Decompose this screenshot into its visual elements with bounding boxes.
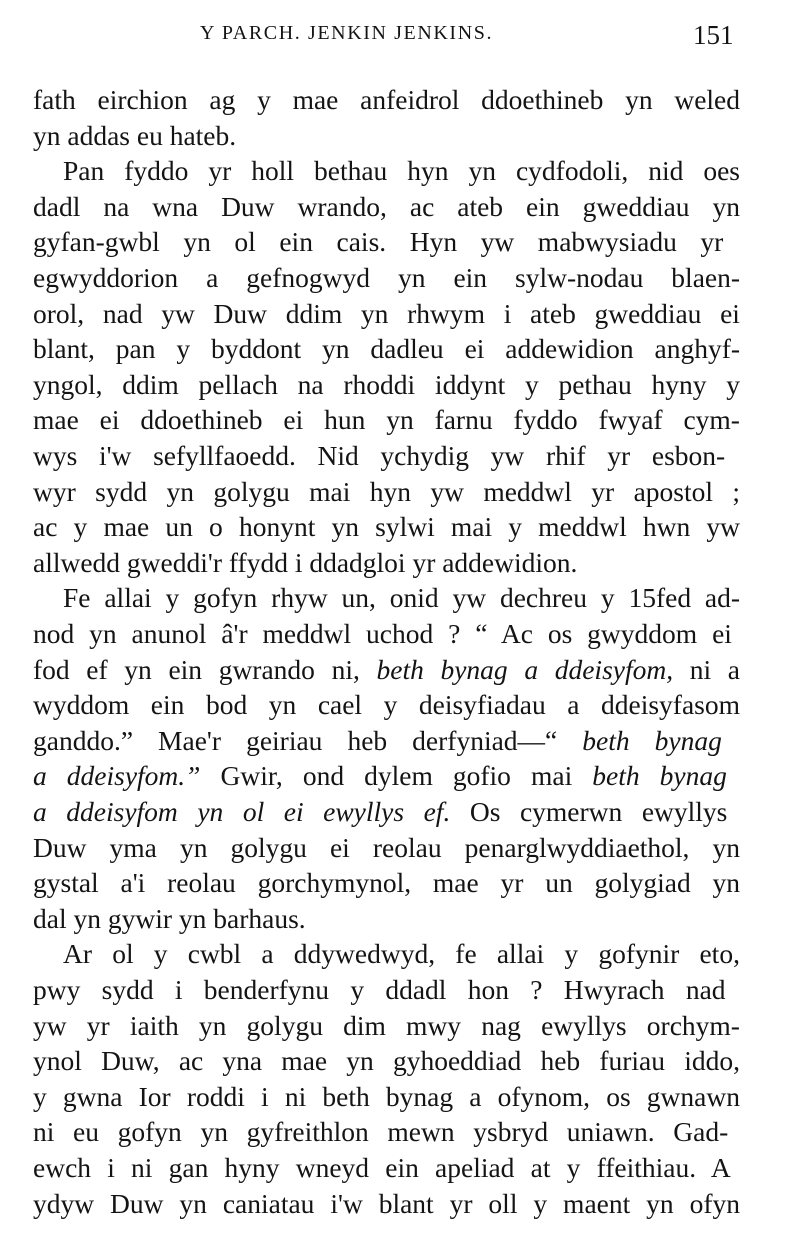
text-segment: wyr sydd yn golygu mai hyn yw meddwl yr apostol ;: [33, 476, 741, 507]
text-line: [33, 296, 740, 332]
text-segment: yngol, ddim pellach na rhoddi iddynt y pethau hyny y: [33, 369, 740, 400]
text-segment: ni eu gofyn yn gyfreithlon mewn ysbryd uniawn. Gad-: [33, 1116, 729, 1147]
text-segment: gyfan-gwbl yn ol ein cais. Hyn yw mabwysiadu yr: [33, 226, 724, 257]
text-line: [33, 972, 726, 1008]
text-line: [33, 474, 740, 510]
text-segment: ni a: [673, 654, 740, 685]
text-line: [33, 616, 732, 652]
italic-text: a ddeisyfom.”: [33, 760, 201, 791]
text-segment: ynol Duw, ac yna mae yn gyhoeddiad heb furiau iddo,: [33, 1045, 740, 1076]
text-segment: fath eirchion ag y mae anfeidrol ddoethineb yn weled: [33, 84, 741, 115]
text-segment: dal yn gywir yn barhaus.: [33, 903, 306, 934]
text-segment: Pan fyddo yr holl bethau hyn yn cydfodoli, nid oes: [63, 155, 740, 186]
text-line: [33, 82, 740, 118]
text-segment: allwedd gweddi'r ffydd i ddadgloi yr addewidion.: [33, 547, 578, 578]
text-line: [33, 1186, 740, 1222]
text-line: [33, 509, 740, 545]
text-line: [33, 1043, 740, 1079]
text-segment: Gwir, ond dylem gofio mai: [200, 760, 593, 791]
text-line: [33, 758, 727, 794]
text-segment: wyddom ein bod yn cael y deisyfiadau a ddeisyfasom: [33, 689, 741, 720]
text-line: [33, 224, 723, 260]
text-line: [33, 901, 306, 937]
text-line: [33, 118, 236, 154]
text-line: [33, 438, 725, 474]
text-line: [33, 830, 740, 866]
text-segment: Os cymerwn ewyllys: [450, 796, 728, 827]
italic-text: beth bynag: [592, 760, 727, 791]
text-segment: ganddo.” Mae'r geiriau heb derfyniad—“: [33, 725, 583, 756]
text-segment: Fe allai y gofyn rhyw un, onid yw dechreu y 15fed ad-: [63, 582, 741, 613]
text-line: [33, 1114, 728, 1150]
text-line: [33, 402, 740, 438]
text-segment: Ar ol y cwbl a ddywedwyd, fe allai y gofynir eto,: [63, 938, 740, 969]
text-segment: ewch i ni gan hyny wneyd ein apeliad at y ffeithiau. A: [33, 1152, 731, 1183]
running-head: Y PARCH. JENKIN JENKINS.: [200, 22, 494, 44]
text-segment: blant, pan y byddont yn dadleu ei addewidion anghyf-: [33, 333, 741, 364]
text-line: [33, 260, 740, 296]
text-line: [33, 367, 740, 403]
text-segment: egwyddorion a gefnogwyd yn ein sylw-nodau blaen-: [33, 262, 741, 293]
text-line: [33, 794, 727, 830]
text-segment: fod ef yn ein gwrando ni,: [33, 654, 377, 685]
text-line: [63, 153, 740, 189]
text-line: [33, 331, 740, 367]
text-line: [33, 189, 740, 225]
text-line: [33, 687, 740, 723]
text-line: [33, 1150, 731, 1186]
text-segment: ac y mae un o honynt yn sylwi mai y meddwl hwn yw: [33, 511, 740, 542]
text-line: [33, 652, 740, 688]
text-segment: Duw yma yn golygu ei reolau penarglwyddiaethol, yn: [33, 832, 740, 863]
text-line: [33, 1079, 740, 1115]
text-segment: dadl na wna Duw wrando, ac ateb ein gweddiau yn: [33, 191, 741, 222]
text-line: [33, 865, 740, 901]
italic-text: beth bynag: [582, 725, 722, 756]
text-segment: yw yr iaith yn golygu dim mwy nag ewyllys orchym-: [33, 1010, 740, 1041]
italic-text: beth bynag a ddeisyfom,: [376, 654, 674, 685]
text-segment: ydyw Duw yn caniatau i'w blant yr oll y maent yn ofyn: [33, 1188, 740, 1219]
page-number: 151: [693, 20, 734, 50]
text-segment: y gwna Ior roddi i ni beth bynag a ofynom, os gwnawn: [33, 1081, 740, 1112]
text-line: [63, 936, 740, 972]
text-segment: gystal a'i reolau gorchymynol, mae yr un golygiad yn: [33, 867, 741, 898]
text-line: [63, 580, 740, 616]
text-line: [33, 723, 722, 759]
text-line: [33, 1008, 740, 1044]
text-segment: orol, nad yw Duw ddim yn rhwym i ateb gweddiau ei: [33, 298, 740, 329]
text-segment: pwy sydd i benderfynu y ddadl hon ? Hwyrach nad: [33, 974, 726, 1005]
text-segment: mae ei ddoethineb ei hun yn farnu fyddo fwyaf cym-: [33, 404, 740, 435]
italic-text: a ddeisyfom yn ol ei ewyllys ef.: [33, 796, 451, 827]
text-segment: wys i'w sefyllfaoedd. Nid ychydig yw rhif yr esbon-: [33, 440, 726, 471]
text-line: [33, 545, 577, 581]
text-segment: yn addas eu hateb.: [33, 120, 237, 151]
text-segment: nod yn anunol â'r meddwl uchod ? “ Ac os gwyddom ei: [33, 618, 732, 649]
